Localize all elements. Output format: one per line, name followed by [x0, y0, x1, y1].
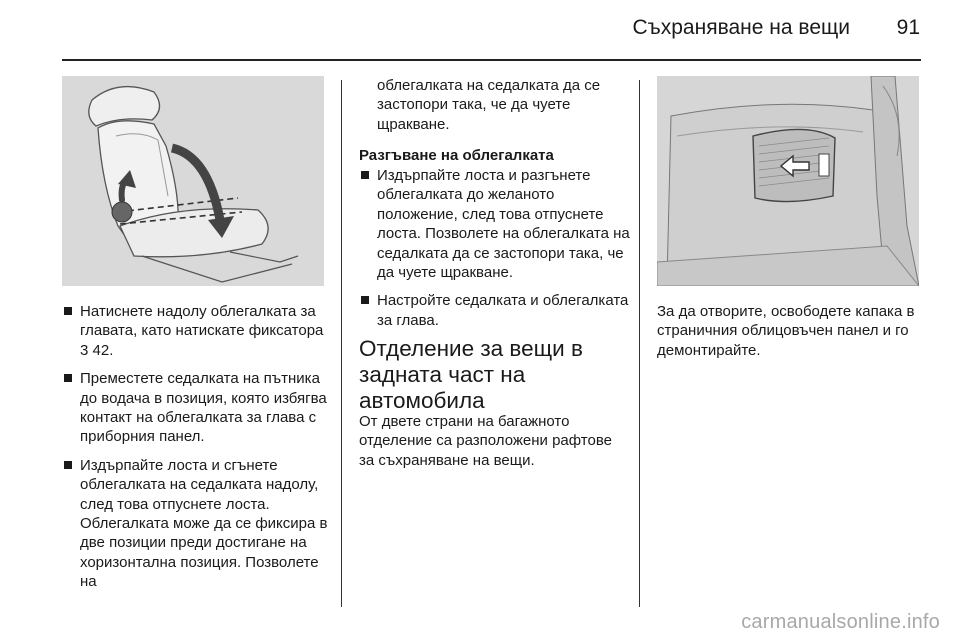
- trunk-compartment-illustration: [657, 76, 919, 286]
- header-rule: [62, 59, 921, 61]
- bullet-square-icon: [64, 307, 72, 315]
- column-separator-right: [639, 80, 640, 607]
- section-body: От двете страни на багажното отделение са разположени рафтове за съхраняване на вещи.: [359, 413, 612, 469]
- page-number: 91: [896, 16, 920, 39]
- seat-illustration: [62, 76, 324, 286]
- page-header-title: Съхраняване на вещи: [632, 16, 850, 39]
- middle-column-bullets: [359, 166, 633, 339]
- list-item-text: Преместете седалката на пътника до водача в позиция, която избягва контакт на облегалката за глава с приборния панел.: [80, 370, 327, 446]
- list-item: [359, 291, 633, 330]
- section-title: Отделение за вещи в задната част на автомобила: [359, 336, 583, 413]
- list-item: [62, 369, 330, 447]
- list-item-text: Издърпайте лоста и разгънете облегалката до желаното положение, след това отпуснете лоста. Позволете на облегалката на седалката да се застопори така, че да чуете щракване.: [377, 167, 630, 282]
- left-column-bullets: [62, 302, 330, 601]
- list-item: [62, 302, 330, 360]
- list-item: [62, 456, 330, 592]
- list-item: [359, 166, 633, 282]
- bullet-square-icon: [361, 296, 369, 304]
- bullet-square-icon: [64, 461, 72, 469]
- column-separator-left: [341, 80, 342, 607]
- continued-paragraph: облегалката на седалката да се застопори така, че да чуете щракване.: [377, 77, 601, 133]
- list-item-text: Натиснете надолу облегалката за главата, като натискате фиксатора 3 42.: [80, 303, 324, 359]
- subheading: Разгъване на облегалката: [359, 147, 554, 164]
- bullet-square-icon: [64, 374, 72, 382]
- right-column-body: За да отворите, освободете капака в страничния облицовъчен панел и го демонтирайте.: [657, 303, 915, 359]
- bullet-square-icon: [361, 171, 369, 179]
- list-item-text: Настройте седалката и облегалката за глава.: [377, 292, 629, 329]
- list-item-text: Издърпайте лоста и сгънете облегалката на седалката надолу, след това отпуснете лоста. Облегалката може да се фиксира в две позиции преди достигане на хоризонтална позиция. Позволете на: [80, 456, 328, 591]
- watermark: carmanualsonline.info: [741, 611, 940, 633]
